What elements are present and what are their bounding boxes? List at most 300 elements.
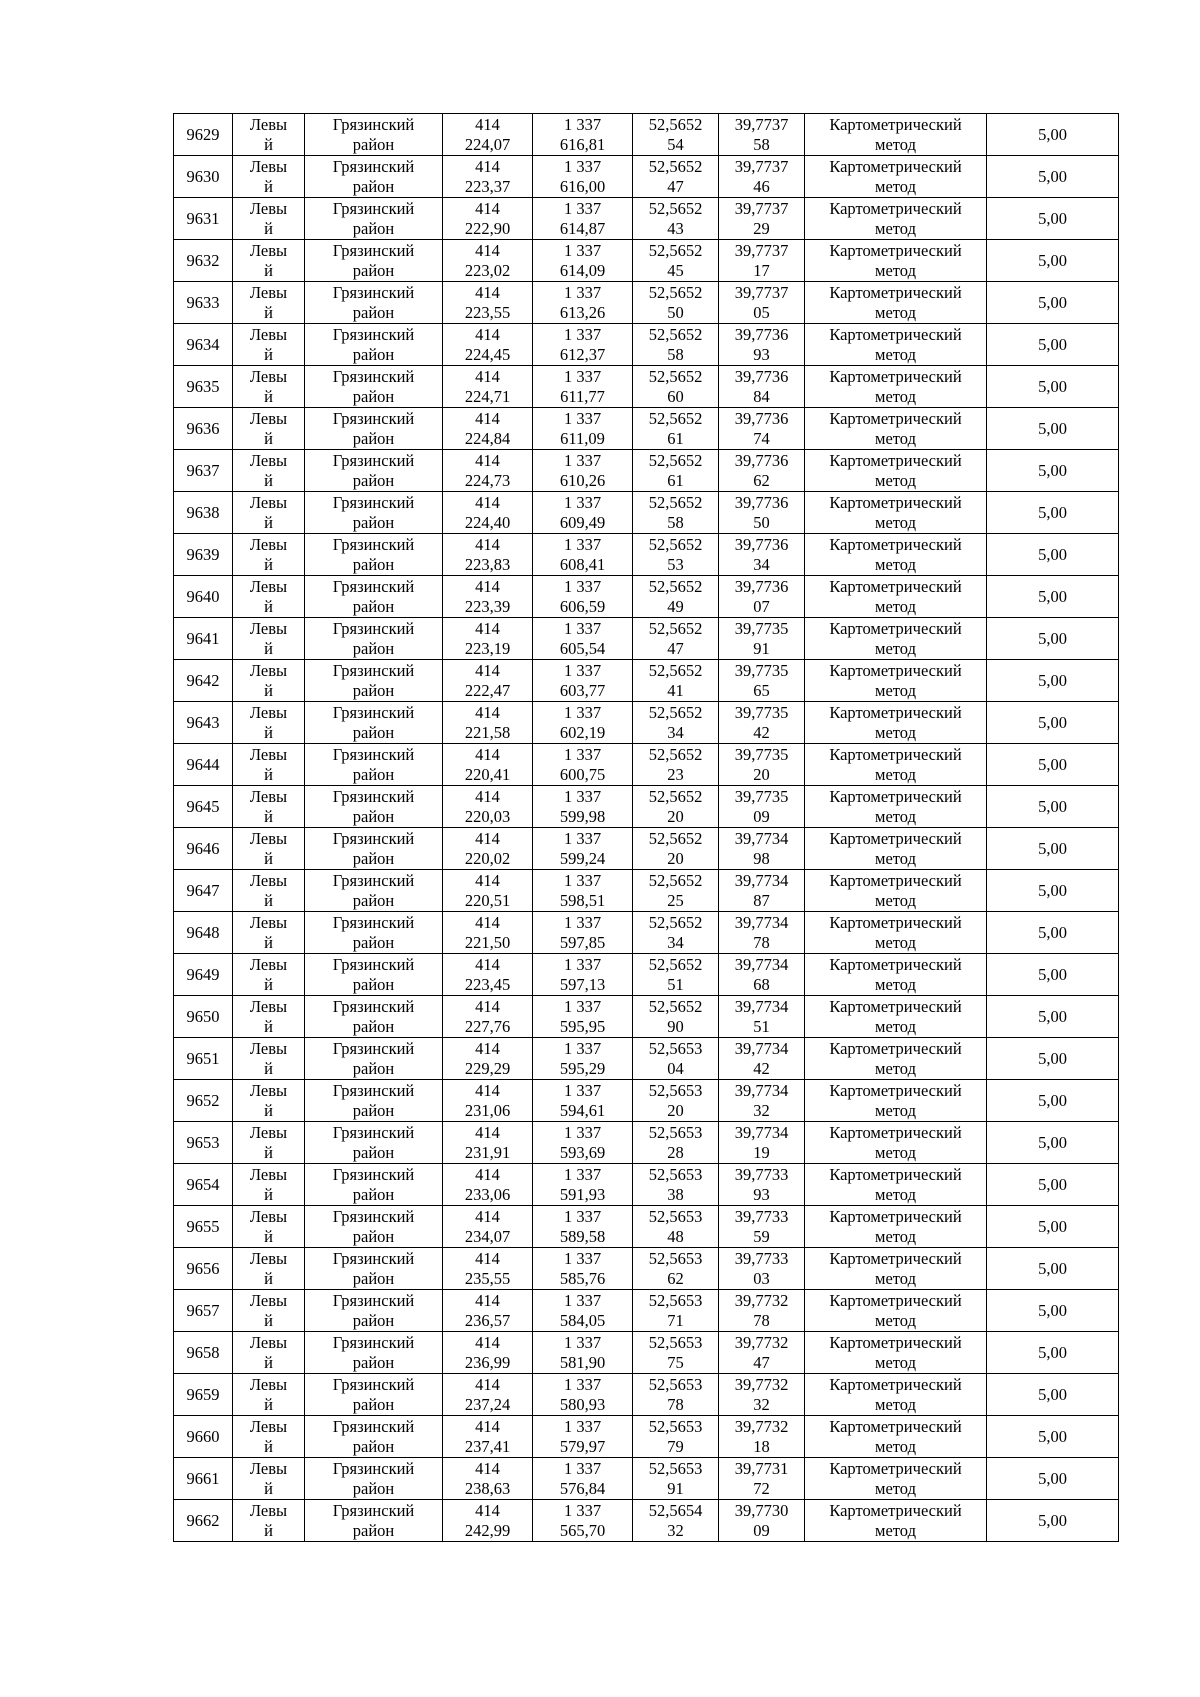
point-number-cell: 9638 <box>174 492 233 534</box>
x-coordinate-cell <box>443 1164 533 1206</box>
method-cell-line: Картометрический <box>829 1123 962 1142</box>
latitude-cell <box>633 744 719 786</box>
x-coordinate-cell <box>443 1290 533 1332</box>
x-coordinate-cell <box>443 996 533 1038</box>
longitude-cell-line: 98 <box>753 848 770 868</box>
method-cell-line: Картометрический <box>829 367 962 386</box>
side-cell-line: й <box>264 302 273 322</box>
latitude-cell-line: 52,5652 <box>648 619 703 638</box>
longitude-cell <box>719 576 805 618</box>
district-cell <box>305 1374 443 1416</box>
point-number-cell: 9634 <box>174 324 233 366</box>
side-cell <box>233 1290 305 1332</box>
longitude-cell <box>719 912 805 954</box>
side-cell <box>233 1164 305 1206</box>
x-coordinate-cell-line: 221,58 <box>464 722 511 742</box>
district-cell <box>305 954 443 996</box>
y-coordinate-cell <box>533 240 633 282</box>
latitude-cell <box>633 1374 719 1416</box>
side-cell-line: Левы <box>249 283 288 302</box>
method-cell-line: Картометрический <box>829 1165 962 1184</box>
accuracy-cell: 5,00 <box>987 618 1119 660</box>
latitude-cell <box>633 1458 719 1500</box>
y-coordinate-cell-line: 576,84 <box>559 1478 606 1498</box>
accuracy-cell: 5,00 <box>987 576 1119 618</box>
method-cell <box>805 660 987 702</box>
point-number-cell: 9657 <box>174 1290 233 1332</box>
longitude-cell-line: 34 <box>753 554 770 574</box>
district-cell-line: Грязинский <box>332 451 415 470</box>
method-cell-line: Картометрический <box>829 955 962 974</box>
longitude-cell-line: 39,7733 <box>734 1165 789 1184</box>
x-coordinate-cell-line: 223,55 <box>464 302 511 322</box>
district-cell-line: район <box>352 1058 395 1078</box>
x-coordinate-cell-line: 414 <box>475 115 500 134</box>
accuracy-cell: 5,00 <box>987 156 1119 198</box>
y-coordinate-cell-line: 595,95 <box>559 1016 606 1036</box>
y-coordinate-cell <box>533 996 633 1038</box>
table-row <box>174 1458 1119 1500</box>
table-row <box>174 618 1119 660</box>
y-coordinate-cell-line: 614,87 <box>559 218 606 238</box>
side-cell <box>233 912 305 954</box>
method-cell <box>805 1332 987 1374</box>
district-cell <box>305 744 443 786</box>
latitude-cell-line: 52,5652 <box>648 283 703 302</box>
district-cell-line: Грязинский <box>332 1249 415 1268</box>
accuracy-cell: 5,00 <box>987 450 1119 492</box>
x-coordinate-cell-line: 414 <box>475 1123 500 1142</box>
side-cell <box>233 786 305 828</box>
district-cell-line: Грязинский <box>332 115 415 134</box>
district-cell-line: Грязинский <box>332 1039 415 1058</box>
method-cell-line: Картометрический <box>829 1417 962 1436</box>
x-coordinate-cell-line: 414 <box>475 1417 500 1436</box>
point-number-cell: 9633 <box>174 282 233 324</box>
y-coordinate-cell <box>533 408 633 450</box>
accuracy-cell: 5,00 <box>987 198 1119 240</box>
method-cell-line: метод <box>875 512 916 532</box>
table-row <box>174 282 1119 324</box>
y-coordinate-cell-line: 614,09 <box>559 260 606 280</box>
longitude-cell-line: 39,7736 <box>734 409 789 428</box>
district-cell-line: Грязинский <box>332 157 415 176</box>
point-number-cell: 9635 <box>174 366 233 408</box>
x-coordinate-cell <box>443 870 533 912</box>
x-coordinate-cell <box>443 786 533 828</box>
method-cell <box>805 1500 987 1542</box>
x-coordinate-cell-line: 414 <box>475 913 500 932</box>
x-coordinate-cell <box>443 282 533 324</box>
x-coordinate-cell <box>443 156 533 198</box>
longitude-cell-line: 91 <box>753 638 770 658</box>
table-row <box>174 870 1119 912</box>
side-cell <box>233 240 305 282</box>
y-coordinate-cell-line: 594,61 <box>559 1100 606 1120</box>
side-cell-line: Левы <box>249 325 288 344</box>
method-cell <box>805 1290 987 1332</box>
longitude-cell <box>719 1416 805 1458</box>
side-cell-line: Левы <box>249 997 288 1016</box>
x-coordinate-cell-line: 242,99 <box>464 1520 511 1540</box>
point-number-cell: 9637 <box>174 450 233 492</box>
side-cell-line: Левы <box>249 115 288 134</box>
side-cell-line: Левы <box>249 1333 288 1352</box>
side-cell-line: Левы <box>249 955 288 974</box>
method-cell-line: Картометрический <box>829 1333 962 1352</box>
district-cell <box>305 1164 443 1206</box>
method-cell-line: метод <box>875 638 916 658</box>
accuracy-cell: 5,00 <box>987 114 1119 156</box>
table-row <box>174 786 1119 828</box>
side-cell-line: й <box>264 1394 273 1414</box>
district-cell-line: район <box>352 638 395 658</box>
side-cell <box>233 324 305 366</box>
x-coordinate-cell-line: 414 <box>475 535 500 554</box>
side-cell <box>233 1458 305 1500</box>
latitude-cell <box>633 156 719 198</box>
latitude-cell-line: 52,5652 <box>648 493 703 512</box>
y-coordinate-cell-line: 585,76 <box>559 1268 606 1288</box>
side-cell-line: Левы <box>249 1039 288 1058</box>
latitude-cell <box>633 114 719 156</box>
y-coordinate-cell-line: 597,13 <box>559 974 606 994</box>
latitude-cell-line: 52,5652 <box>648 871 703 890</box>
method-cell <box>805 1248 987 1290</box>
latitude-cell <box>633 954 719 996</box>
point-number-cell: 9655 <box>174 1206 233 1248</box>
y-coordinate-cell-line: 580,93 <box>559 1394 606 1414</box>
table-row <box>174 702 1119 744</box>
table-row <box>174 1332 1119 1374</box>
y-coordinate-cell-line: 1 337 <box>563 493 602 512</box>
method-cell-line: метод <box>875 344 916 364</box>
x-coordinate-cell-line: 414 <box>475 1249 500 1268</box>
accuracy-cell: 5,00 <box>987 702 1119 744</box>
y-coordinate-cell-line: 609,49 <box>559 512 606 532</box>
side-cell-line: й <box>264 1268 273 1288</box>
accuracy-cell: 5,00 <box>987 408 1119 450</box>
method-cell-line: метод <box>875 806 916 826</box>
longitude-cell-line: 39,7734 <box>734 913 789 932</box>
x-coordinate-cell-line: 233,06 <box>464 1184 511 1204</box>
district-cell-line: Грязинский <box>332 661 415 680</box>
latitude-cell-line: 49 <box>667 596 684 616</box>
longitude-cell <box>719 660 805 702</box>
point-number-cell: 9661 <box>174 1458 233 1500</box>
district-cell-line: Грязинский <box>332 619 415 638</box>
latitude-cell <box>633 1164 719 1206</box>
latitude-cell-line: 41 <box>667 680 684 700</box>
method-cell <box>805 702 987 744</box>
district-cell <box>305 1248 443 1290</box>
method-cell <box>805 618 987 660</box>
accuracy-cell: 5,00 <box>987 1038 1119 1080</box>
table-row <box>174 996 1119 1038</box>
district-cell <box>305 618 443 660</box>
district-cell-line: район <box>352 1268 395 1288</box>
accuracy-cell: 5,00 <box>987 744 1119 786</box>
side-cell-line: Левы <box>249 1165 288 1184</box>
latitude-cell <box>633 786 719 828</box>
y-coordinate-cell-line: 600,75 <box>559 764 606 784</box>
accuracy-cell: 5,00 <box>987 240 1119 282</box>
accuracy-cell: 5,00 <box>987 1332 1119 1374</box>
table-row <box>174 408 1119 450</box>
accuracy-cell: 5,00 <box>987 1290 1119 1332</box>
longitude-cell-line: 39,7733 <box>734 1207 789 1226</box>
x-coordinate-cell-line: 223,83 <box>464 554 511 574</box>
method-cell-line: Картометрический <box>829 703 962 722</box>
district-cell-line: район <box>352 218 395 238</box>
method-cell <box>805 1080 987 1122</box>
district-cell-line: район <box>352 806 395 826</box>
district-cell-line: Грязинский <box>332 199 415 218</box>
y-coordinate-cell <box>533 1038 633 1080</box>
latitude-cell-line: 53 <box>667 554 684 574</box>
method-cell <box>805 198 987 240</box>
x-coordinate-cell-line: 414 <box>475 325 500 344</box>
y-coordinate-cell <box>533 870 633 912</box>
longitude-cell-line: 18 <box>753 1436 770 1456</box>
x-coordinate-cell <box>443 408 533 450</box>
y-coordinate-cell-line: 606,59 <box>559 596 606 616</box>
table-row <box>174 1500 1119 1542</box>
x-coordinate-cell-line: 220,03 <box>464 806 511 826</box>
y-coordinate-cell-line: 602,19 <box>559 722 606 742</box>
method-cell <box>805 1206 987 1248</box>
method-cell-line: Картометрический <box>829 493 962 512</box>
x-coordinate-cell-line: 414 <box>475 1333 500 1352</box>
method-cell-line: метод <box>875 302 916 322</box>
y-coordinate-cell <box>533 912 633 954</box>
method-cell-line: Картометрический <box>829 1207 962 1226</box>
district-cell-line: район <box>352 554 395 574</box>
point-number-cell: 9647 <box>174 870 233 912</box>
x-coordinate-cell-line: 414 <box>475 493 500 512</box>
latitude-cell-line: 61 <box>667 470 684 490</box>
point-number-cell: 9631 <box>174 198 233 240</box>
method-cell-line: Картометрический <box>829 787 962 806</box>
side-cell-line: й <box>264 722 273 742</box>
x-coordinate-cell-line: 224,07 <box>464 134 511 154</box>
district-cell-line: Грязинский <box>332 997 415 1016</box>
latitude-cell-line: 52,5653 <box>648 1291 703 1310</box>
district-cell <box>305 450 443 492</box>
longitude-cell-line: 39,7736 <box>734 577 789 596</box>
point-number-cell: 9650 <box>174 996 233 1038</box>
side-cell-line: й <box>264 1184 273 1204</box>
table-row <box>174 744 1119 786</box>
latitude-cell-line: 90 <box>667 1016 684 1036</box>
x-coordinate-cell-line: 220,41 <box>464 764 511 784</box>
latitude-cell-line: 52,5652 <box>648 997 703 1016</box>
accuracy-cell: 5,00 <box>987 492 1119 534</box>
y-coordinate-cell-line: 599,24 <box>559 848 606 868</box>
method-cell-line: метод <box>875 1268 916 1288</box>
x-coordinate-cell-line: 222,90 <box>464 218 511 238</box>
method-cell <box>805 996 987 1038</box>
x-coordinate-cell-line: 229,29 <box>464 1058 511 1078</box>
latitude-cell-line: 52,5653 <box>648 1081 703 1100</box>
side-cell-line: й <box>264 134 273 154</box>
x-coordinate-cell-line: 237,41 <box>464 1436 511 1456</box>
y-coordinate-cell <box>533 492 633 534</box>
latitude-cell <box>633 198 719 240</box>
side-cell-line: Левы <box>249 409 288 428</box>
x-coordinate-cell <box>443 702 533 744</box>
longitude-cell <box>719 1206 805 1248</box>
x-coordinate-cell <box>443 660 533 702</box>
district-cell-line: район <box>352 1478 395 1498</box>
method-cell-line: Картометрический <box>829 157 962 176</box>
method-cell-line: метод <box>875 764 916 784</box>
latitude-cell-line: 52,5653 <box>648 1207 703 1226</box>
side-cell <box>233 366 305 408</box>
latitude-cell-line: 52,5652 <box>648 115 703 134</box>
y-coordinate-cell-line: 1 337 <box>563 619 602 638</box>
side-cell <box>233 744 305 786</box>
table-row <box>174 912 1119 954</box>
method-cell-line: Картометрический <box>829 199 962 218</box>
district-cell-line: Грязинский <box>332 703 415 722</box>
longitude-cell-line: 59 <box>753 1226 770 1246</box>
district-cell-line: район <box>352 596 395 616</box>
latitude-cell-line: 58 <box>667 344 684 364</box>
latitude-cell-line: 52,5653 <box>648 1039 703 1058</box>
x-coordinate-cell <box>443 912 533 954</box>
latitude-cell-line: 25 <box>667 890 684 910</box>
y-coordinate-cell-line: 1 337 <box>563 787 602 806</box>
x-coordinate-cell-line: 414 <box>475 1081 500 1100</box>
latitude-cell-line: 52,5652 <box>648 535 703 554</box>
y-coordinate-cell-line: 597,85 <box>559 932 606 952</box>
longitude-cell-line: 93 <box>753 344 770 364</box>
district-cell-line: район <box>352 176 395 196</box>
x-coordinate-cell <box>443 618 533 660</box>
x-coordinate-cell-line: 414 <box>475 787 500 806</box>
side-cell-line: й <box>264 1016 273 1036</box>
y-coordinate-cell-line: 1 337 <box>563 1291 602 1310</box>
latitude-cell <box>633 450 719 492</box>
longitude-cell-line: 39,7734 <box>734 829 789 848</box>
district-cell-line: район <box>352 1520 395 1540</box>
side-cell <box>233 1374 305 1416</box>
district-cell-line: район <box>352 1394 395 1414</box>
x-coordinate-cell <box>443 114 533 156</box>
side-cell <box>233 534 305 576</box>
latitude-cell-line: 50 <box>667 302 684 322</box>
method-cell <box>805 534 987 576</box>
latitude-cell-line: 28 <box>667 1142 684 1162</box>
district-cell-line: Грязинский <box>332 871 415 890</box>
y-coordinate-cell <box>533 954 633 996</box>
point-number-cell: 9649 <box>174 954 233 996</box>
side-cell-line: Левы <box>249 451 288 470</box>
longitude-cell <box>719 996 805 1038</box>
longitude-cell-line: 51 <box>753 1016 770 1036</box>
longitude-cell-line: 42 <box>753 1058 770 1078</box>
x-coordinate-cell <box>443 576 533 618</box>
longitude-cell-line: 39,7733 <box>734 1249 789 1268</box>
table-row <box>174 1416 1119 1458</box>
latitude-cell-line: 04 <box>667 1058 684 1078</box>
side-cell-line: Левы <box>249 1207 288 1226</box>
latitude-cell-line: 52,5652 <box>648 157 703 176</box>
method-cell-line: метод <box>875 176 916 196</box>
district-cell <box>305 282 443 324</box>
y-coordinate-cell-line: 616,81 <box>559 134 606 154</box>
x-coordinate-cell-line: 231,91 <box>464 1142 511 1162</box>
point-number-cell: 9659 <box>174 1374 233 1416</box>
longitude-cell <box>719 240 805 282</box>
y-coordinate-cell <box>533 660 633 702</box>
latitude-cell-line: 52,5652 <box>648 703 703 722</box>
y-coordinate-cell-line: 1 337 <box>563 1333 602 1352</box>
method-cell <box>805 1458 987 1500</box>
district-cell <box>305 828 443 870</box>
side-cell <box>233 1122 305 1164</box>
longitude-cell-line: 39,7737 <box>734 115 789 134</box>
y-coordinate-cell <box>533 1416 633 1458</box>
longitude-cell-line: 84 <box>753 386 770 406</box>
point-number-cell: 9660 <box>174 1416 233 1458</box>
x-coordinate-cell-line: 221,50 <box>464 932 511 952</box>
latitude-cell-line: 71 <box>667 1310 684 1330</box>
method-cell <box>805 1038 987 1080</box>
y-coordinate-cell-line: 584,05 <box>559 1310 606 1330</box>
table-row <box>174 534 1119 576</box>
y-coordinate-cell-line: 612,37 <box>559 344 606 364</box>
table-row <box>174 660 1119 702</box>
y-coordinate-cell-line: 1 337 <box>563 955 602 974</box>
district-cell-line: район <box>352 1100 395 1120</box>
side-cell-line: й <box>264 638 273 658</box>
longitude-cell-line: 39,7737 <box>734 283 789 302</box>
y-coordinate-cell <box>533 1290 633 1332</box>
latitude-cell <box>633 366 719 408</box>
method-cell-line: метод <box>875 1394 916 1414</box>
latitude-cell-line: 60 <box>667 386 684 406</box>
method-cell-line: метод <box>875 1016 916 1036</box>
point-number-cell: 9646 <box>174 828 233 870</box>
district-cell-line: Грязинский <box>332 1081 415 1100</box>
y-coordinate-cell <box>533 1122 633 1164</box>
longitude-cell-line: 39,7735 <box>734 619 789 638</box>
method-cell-line: Картометрический <box>829 745 962 764</box>
y-coordinate-cell-line: 605,54 <box>559 638 606 658</box>
accuracy-cell: 5,00 <box>987 660 1119 702</box>
table-row <box>174 1080 1119 1122</box>
district-cell-line: Грязинский <box>332 283 415 302</box>
method-cell-line: метод <box>875 932 916 952</box>
side-cell <box>233 576 305 618</box>
longitude-cell-line: 39,7734 <box>734 955 789 974</box>
method-cell-line: метод <box>875 596 916 616</box>
side-cell-line: Левы <box>249 619 288 638</box>
longitude-cell-line: 39,7735 <box>734 745 789 764</box>
latitude-cell <box>633 1500 719 1542</box>
point-number-cell: 9642 <box>174 660 233 702</box>
x-coordinate-cell-line: 231,06 <box>464 1100 511 1120</box>
longitude-cell-line: 19 <box>753 1142 770 1162</box>
method-cell-line: метод <box>875 470 916 490</box>
y-coordinate-cell-line: 1 337 <box>563 325 602 344</box>
district-cell-line: район <box>352 134 395 154</box>
table-row <box>174 1290 1119 1332</box>
longitude-cell-line: 20 <box>753 764 770 784</box>
latitude-cell-line: 20 <box>667 1100 684 1120</box>
